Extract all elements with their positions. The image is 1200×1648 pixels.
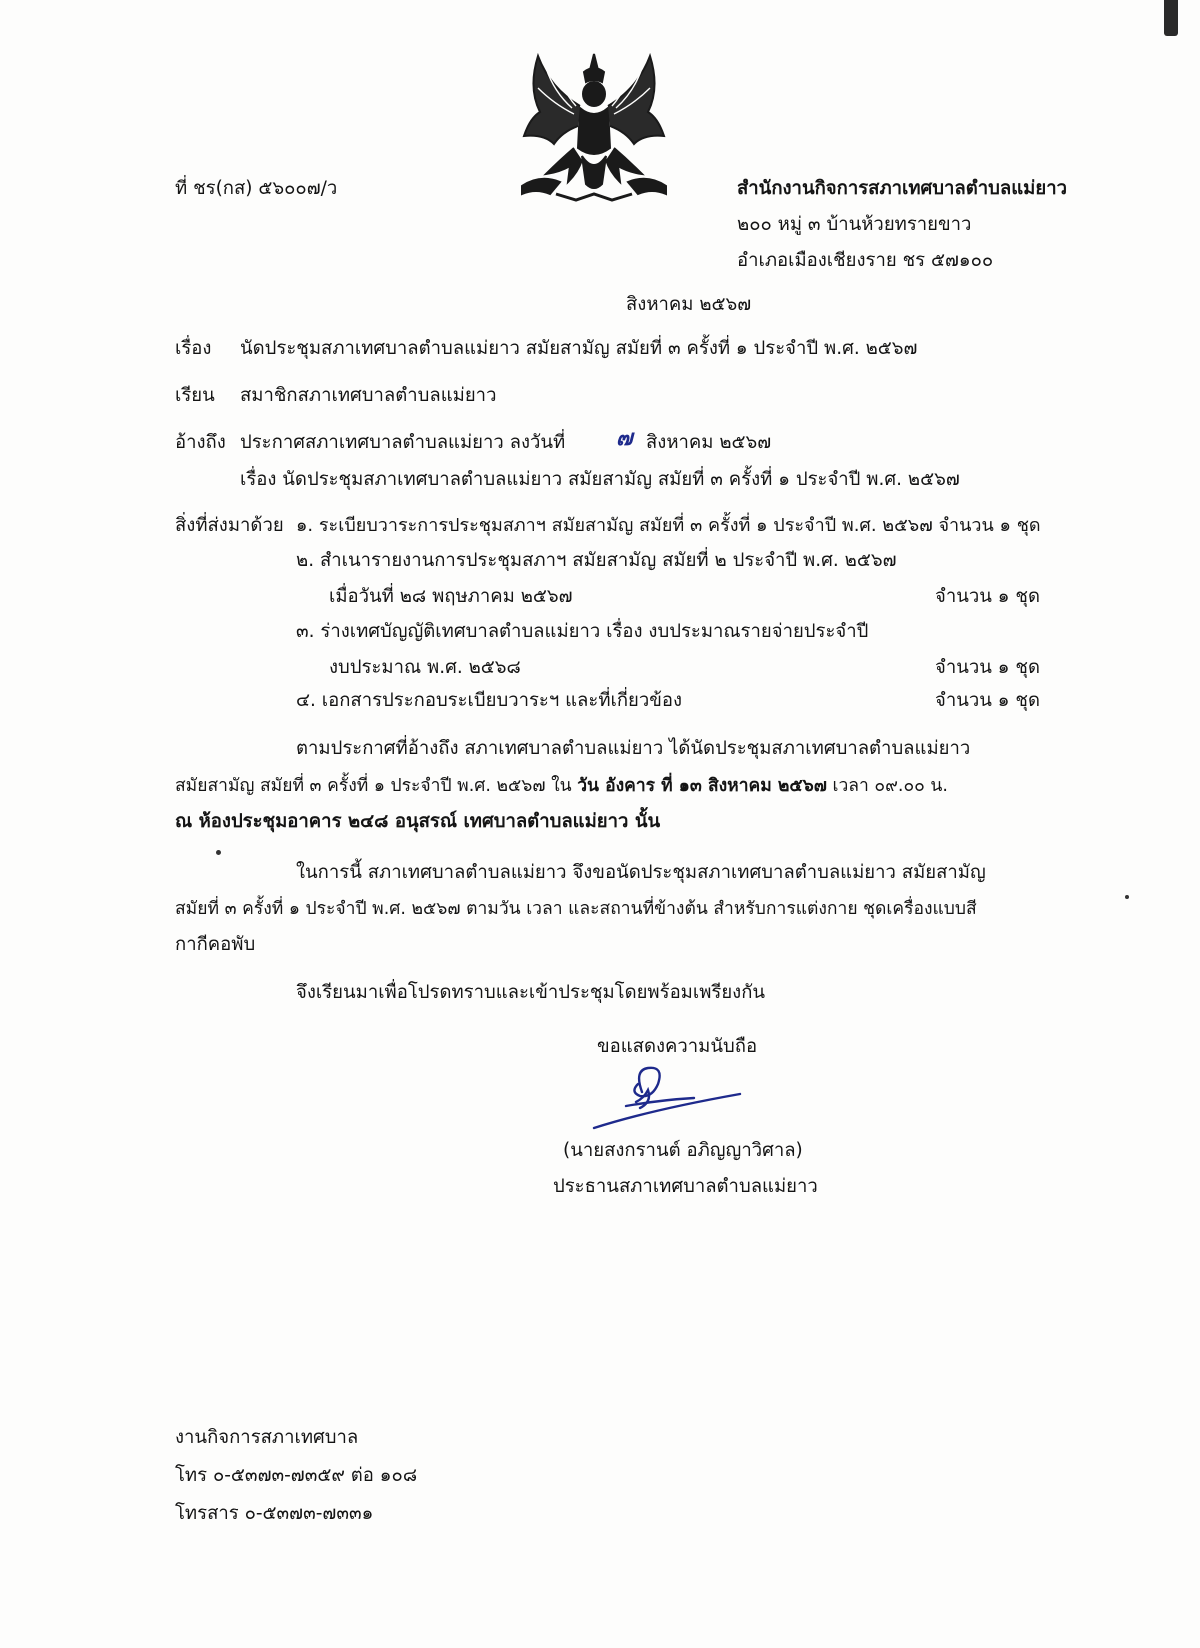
meeting-time: เวลา ๐๙.๐๐ น.: [826, 776, 948, 796]
handwritten-day: ๗: [616, 426, 633, 451]
enclosure-item: ๓. ร่างเทศบัญญัติเทศบาลตำบลแม่ยาว เรื่อง งบประมาณรายจ่ายประจำปี: [296, 621, 869, 642]
body-paragraph-2-line1: ในการนี้ สภาเทศบาลตำบลแม่ยาว จึงขอนัดประชุมสภาเทศบาลตำบลแม่ยาว สมัยสามัญ: [296, 862, 986, 883]
body-paragraph-2-line3: กากีคอพับ: [175, 934, 256, 955]
body-paragraph-1-line1: ตามประกาศที่อ้างถึง สภาเทศบาลตำบลแม่ยาว ได้นัดประชุมสภาเทศบาลตำบลแม่ยาว: [296, 738, 971, 759]
scan-speck: [1125, 895, 1129, 899]
footer-phone: โทร ๐-๕๓๗๓-๗๓๕๙ ต่อ ๑๐๘: [175, 1465, 418, 1486]
enclosure-quantity: จำนวน ๑ ชุด: [935, 657, 1040, 678]
meeting-date: วัน อังคาร ที่ ๑๓ สิงหาคม ๒๕๖๗: [577, 776, 827, 796]
subject-text: นัดประชุมสภาเทศบาลตำบลแม่ยาว สมัยสามัญ สมัยที่ ๓ ครั้งที่ ๑ ประจำปี พ.ศ. ๒๕๖๗: [240, 338, 918, 359]
enclosure-item: ๔. เอกสารประกอบระเบียบวาระฯ และที่เกี่ยวข้อง: [296, 690, 683, 711]
letter-date: สิงหาคม ๒๕๖๗: [626, 294, 752, 315]
body-text: สมัยสามัญ สมัยที่ ๓ ครั้งที่ ๑ ประจำปี พ.ศ. ๒๕๖๗ ใน: [175, 776, 578, 796]
enclosure-item-detail: เมื่อวันที่ ๒๘ พฤษภาคม ๒๕๖๗: [329, 586, 573, 607]
enclosure-item-detail: งบประมาณ พ.ศ. ๒๕๖๘: [329, 657, 521, 678]
footer-department: งานกิจการสภาเทศบาล: [175, 1427, 359, 1448]
body-paragraph-2-line2: สมัยที่ ๓ ครั้งที่ ๑ ประจำปี พ.ศ. ๒๕๖๗ ตามวัน เวลา และสถานที่ข้างต้น สำหรับการแต่งกาย ชุดเครื่องแบบสี: [175, 899, 977, 919]
reference-label: อ้างถึง: [175, 432, 226, 453]
reference-text-part1: ประกาศสภาเทศบาลตำบลแม่ยาว ลงวันที่: [240, 432, 566, 453]
reference-subject: เรื่อง นัดประชุมสภาเทศบาลตำบลแม่ยาว สมัยสามัญ สมัยที่ ๓ ครั้งที่ ๑ ประจำปี พ.ศ. ๒๕๖๗: [240, 469, 960, 490]
signatory-position: ประธานสภาเทศบาลตำบลแม่ยาว: [553, 1176, 818, 1197]
subject-label: เรื่อง: [175, 338, 212, 359]
reference-text-part2: สิงหาคม ๒๕๖๗: [646, 432, 772, 453]
salutation-label: เรียน: [175, 385, 215, 406]
office-name: สำนักงานกิจการสภาเทศบาลตำบลแม่ยาว: [737, 178, 1067, 199]
scan-speck: [216, 850, 221, 855]
office-address-line1: ๒๐๐ หมู่ ๓ บ้านห้วยทรายขาว: [737, 214, 972, 235]
body-paragraph-1-line2: [175, 776, 948, 797]
garuda-emblem-icon: [520, 48, 668, 206]
footer-fax: โทรสาร ๐-๕๓๗๓-๗๓๓๑: [175, 1503, 374, 1524]
meeting-venue: ณ ห้องประชุมอาคาร ๒๔๘ อนุสรณ์ เทศบาลตำบลแม่ยาว นั้น: [175, 811, 661, 832]
enclosure-item: ๒. สำเนารายงานการประชุมสภาฯ สมัยสามัญ สมัยที่ ๒ ประจำปี พ.ศ. ๒๕๖๗: [296, 550, 897, 571]
enclosure-quantity: จำนวน ๑ ชุด: [935, 690, 1040, 711]
enclosure-quantity: จำนวน ๑ ชุด: [935, 586, 1040, 607]
signatory-name: (นายสงกรานต์ อภิญญาวิศาล): [563, 1140, 803, 1161]
enclosures-label: สิ่งที่ส่งมาด้วย: [175, 515, 284, 536]
salutation-text: สมาชิกสภาเทศบาลตำบลแม่ยาว: [240, 385, 497, 406]
office-address-line2: อำเภอเมืองเชียงราย ชร ๕๗๑๐๐: [737, 250, 994, 271]
body-paragraph-3: จึงเรียนมาเพื่อโปรดทราบและเข้าประชุมโดยพร้อมเพรียงกัน: [296, 982, 766, 1003]
closing-phrase: ขอแสดงความนับถือ: [597, 1036, 758, 1057]
enclosure-item: ๑. ระเบียบวาระการประชุมสภาฯ สมัยสามัญ สมัยที่ ๓ ครั้งที่ ๑ ประจำปี พ.ศ. ๒๕๖๗ จำนวน ๑ ชุด: [296, 515, 1041, 536]
signature-icon: [590, 1062, 750, 1132]
reference-number: ที่ ชร(กส) ๕๖๐๐๗/ว: [175, 178, 338, 199]
scan-edge-mark: [1164, 0, 1178, 36]
